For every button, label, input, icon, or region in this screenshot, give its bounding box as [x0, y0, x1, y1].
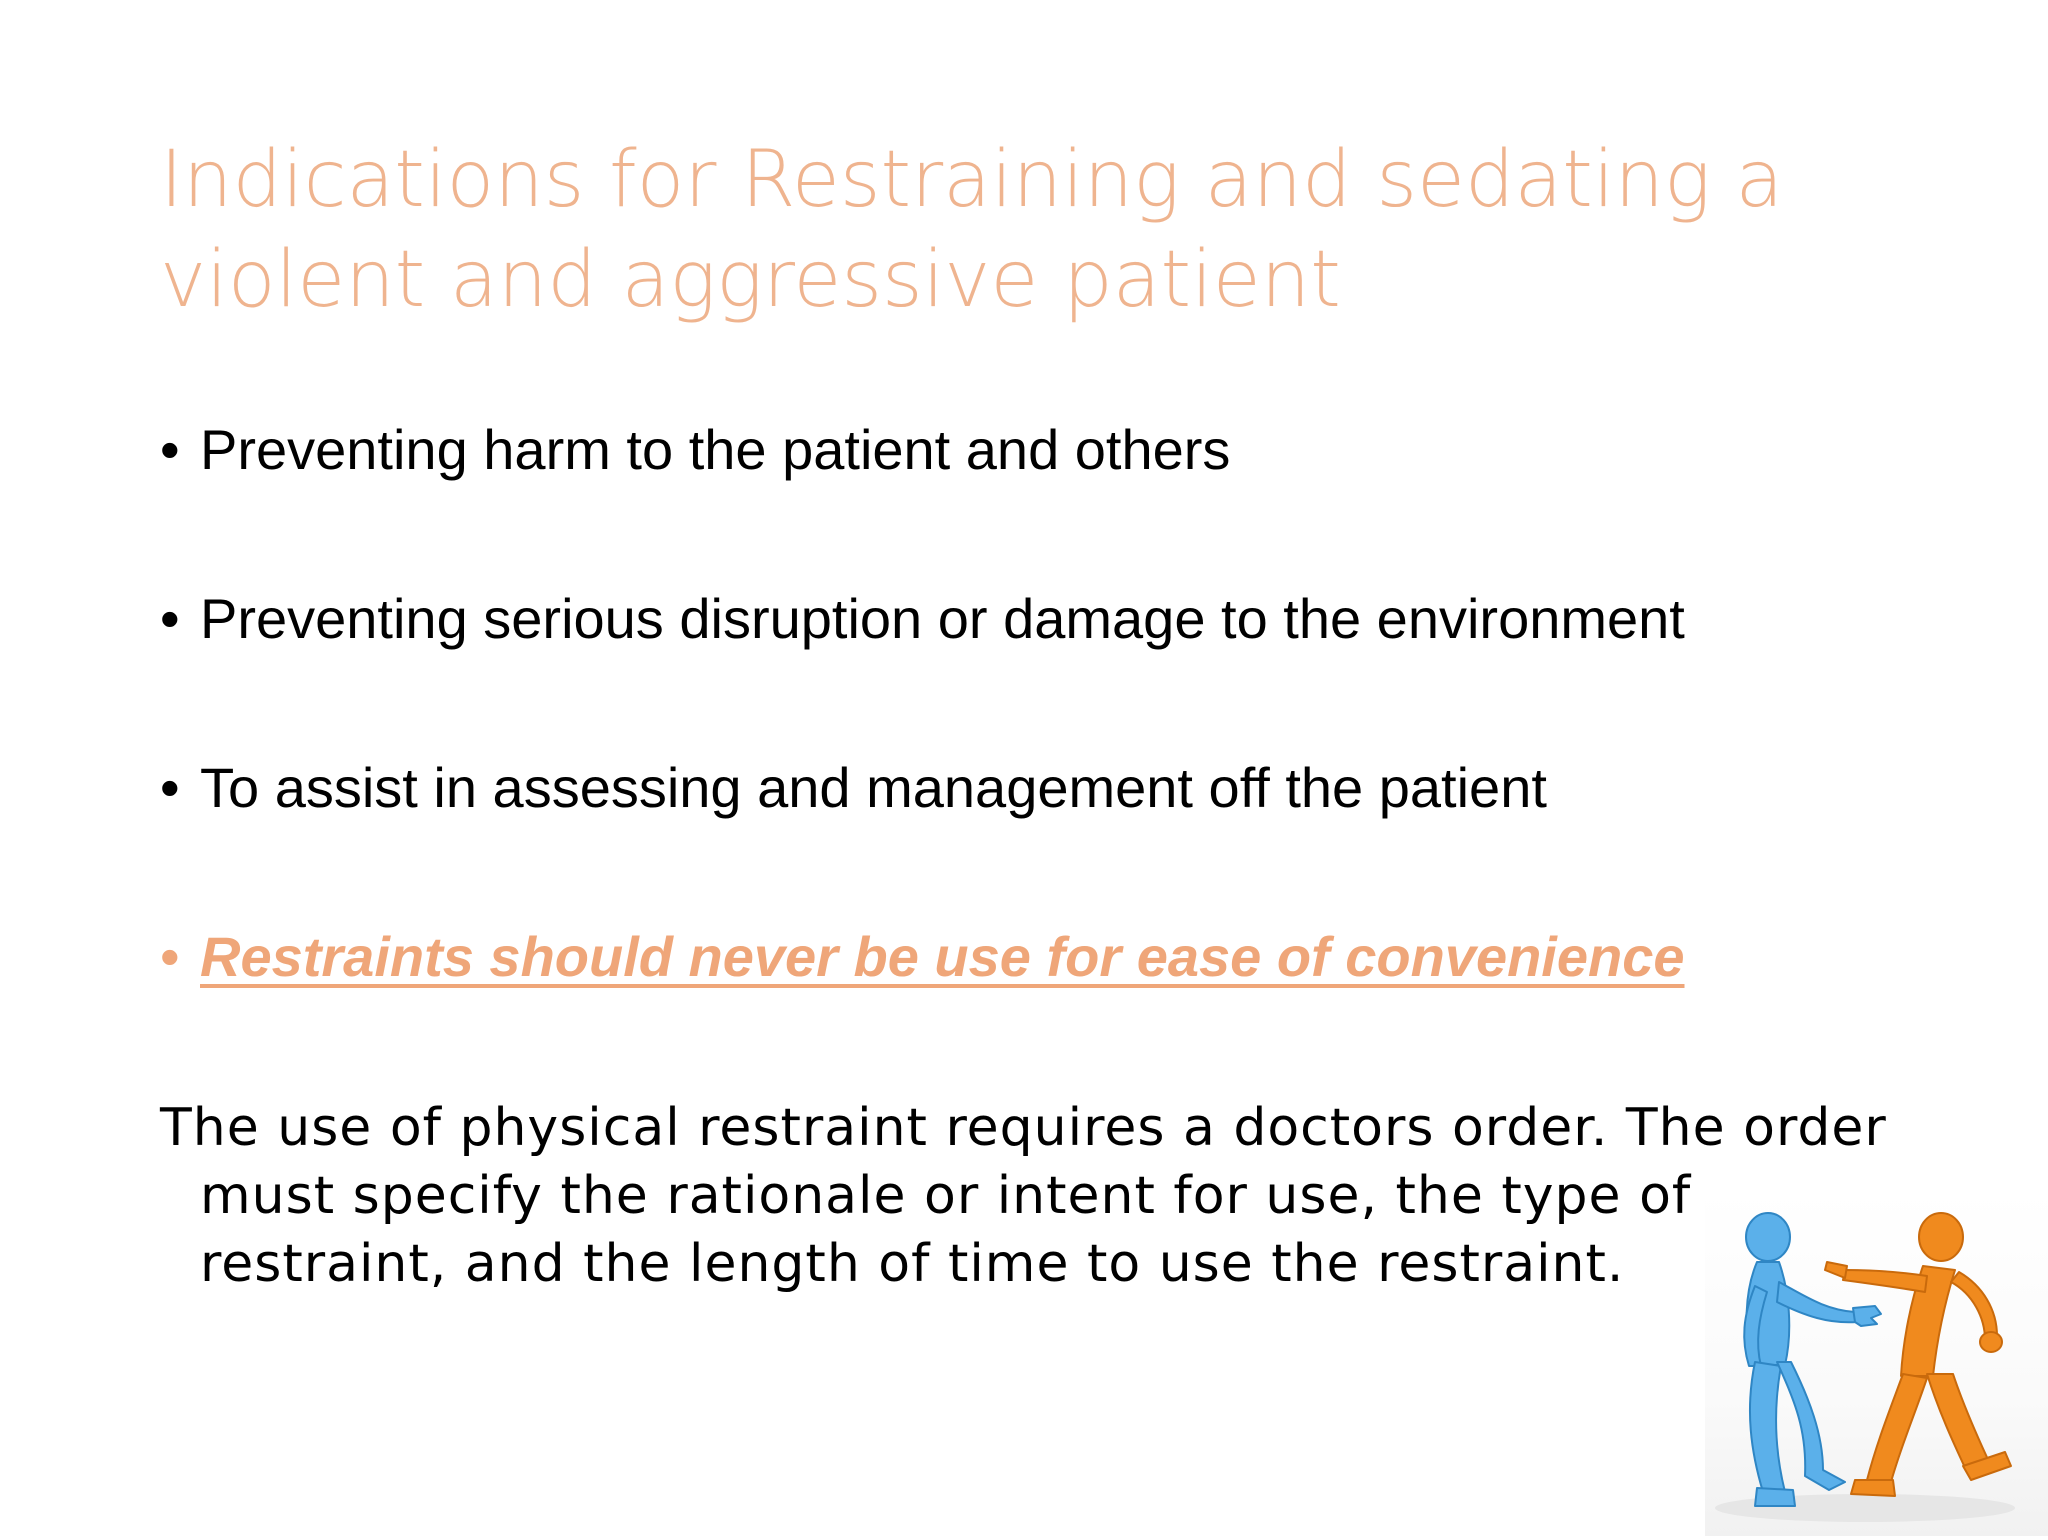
bullet-text: Preventing harm to the patient and others: [200, 418, 1231, 481]
bullet-marker: •: [160, 756, 180, 819]
bullet-item: [160, 410, 1860, 579]
blue-stick-figure-icon: [1744, 1213, 1881, 1506]
bullet-item-emphasis: [160, 917, 1860, 1086]
bullet-item: [160, 748, 1860, 917]
bullet-marker: •: [160, 587, 180, 650]
bullet-marker: •: [160, 925, 180, 988]
title-line-2: violent and aggressive patient: [160, 235, 1341, 325]
bullet-text: Preventing serious disruption or damage to the environment: [200, 587, 1685, 650]
bullet-text-emphasis: Restraints should never be use for ease of convenience: [200, 925, 1685, 988]
bullet-text: To assist in assessing and management off the patient: [200, 756, 1547, 819]
paragraph-line-2: must specify the rationale or intent for use, the type of: [200, 1166, 1692, 1226]
title-line-1: Indications for Restraining and sedating a: [160, 135, 1784, 225]
paragraph-line-3: restraint, and the length of time to use the restraint.: [200, 1234, 1625, 1294]
bullet-marker: •: [160, 418, 180, 481]
bullet-list: [160, 410, 1860, 1086]
stick-figures-icon: [1705, 1190, 2048, 1536]
paragraph-line-1: The use of physical restraint requires a doctors order. The order: [160, 1098, 1887, 1158]
bullet-item: [160, 579, 1860, 748]
stick-figures-illustration: [1705, 1190, 2048, 1536]
slide-title: [160, 130, 1784, 330]
orange-stick-figure-icon: [1825, 1213, 2011, 1496]
restraint-order-paragraph: [160, 1094, 1887, 1298]
